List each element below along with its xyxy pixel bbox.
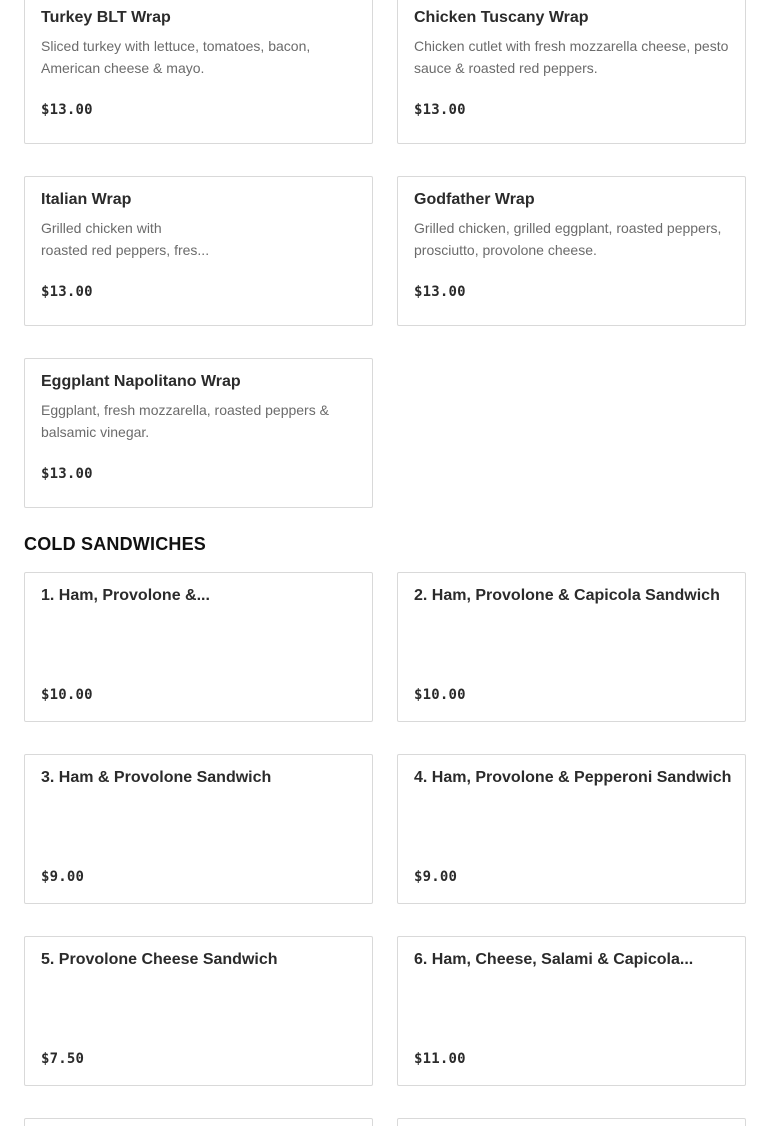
item-description: Chicken cutlet with fresh mozzarella cheese, pesto sauce & roasted red peppers.	[414, 38, 729, 76]
menu-item-card[interactable]	[397, 754, 746, 904]
item-name: Turkey BLT Wrap	[41, 9, 171, 26]
menu-item-card[interactable]	[397, 1118, 746, 1126]
item-name: 3. Ham & Provolone Sandwich	[41, 769, 272, 786]
item-price: $10.00	[41, 687, 93, 703]
menu-item-card[interactable]	[24, 358, 373, 508]
item-price: $9.00	[41, 869, 85, 885]
item-price: $11.00	[414, 1051, 466, 1067]
item-price: $13.00	[41, 466, 93, 482]
item-name: Italian Wrap	[41, 191, 132, 208]
menu-item-card[interactable]	[397, 936, 746, 1086]
item-price: $13.00	[414, 102, 466, 118]
item-price: $13.00	[414, 284, 466, 300]
menu-item-card[interactable]	[24, 936, 373, 1086]
menu-item-card[interactable]	[24, 1118, 373, 1126]
item-name: Eggplant Napolitano Wrap	[41, 373, 241, 390]
item-name: Chicken Tuscany Wrap	[414, 9, 589, 26]
item-name: Godfather Wrap	[414, 191, 535, 208]
item-name: 5. Provolone Cheese Sandwich	[41, 951, 278, 968]
item-description: Grilled chicken, grilled eggplant, roasted peppers, prosciutto, provolone cheese.	[414, 220, 722, 258]
section-title-cold-sandwiches: COLD SANDWICHES	[24, 534, 206, 554]
item-name: 2. Ham, Provolone & Capicola Sandwich	[414, 587, 720, 604]
menu-item-card[interactable]	[397, 0, 746, 144]
item-name: 6. Ham, Cheese, Salami & Capicola...	[414, 951, 694, 968]
menu-item-card[interactable]	[24, 0, 373, 144]
menu-item-card[interactable]	[24, 572, 373, 722]
item-description-line: roasted red peppers, fres...	[41, 242, 210, 258]
item-price: $13.00	[41, 102, 93, 118]
item-description: Sliced turkey with lettuce, tomatoes, bacon, American cheese & mayo.	[41, 38, 311, 76]
item-price: $10.00	[414, 687, 466, 703]
item-price: $9.00	[414, 869, 458, 885]
item-name: 1. Ham, Provolone &...	[41, 587, 210, 604]
menu-item-card[interactable]	[24, 754, 373, 904]
item-name: 4. Ham, Provolone & Pepperoni Sandwich	[414, 769, 732, 786]
item-description-line: Grilled chicken with	[41, 220, 162, 236]
menu-item-card[interactable]	[24, 176, 373, 326]
item-description: Eggplant, fresh mozzarella, roasted peppers & balsamic vinegar.	[41, 402, 329, 440]
menu-item-card[interactable]	[397, 572, 746, 722]
item-description	[41, 217, 358, 261]
menu-item-card[interactable]	[397, 176, 746, 326]
item-price: $7.50	[41, 1051, 85, 1067]
item-price: $13.00	[41, 284, 93, 300]
